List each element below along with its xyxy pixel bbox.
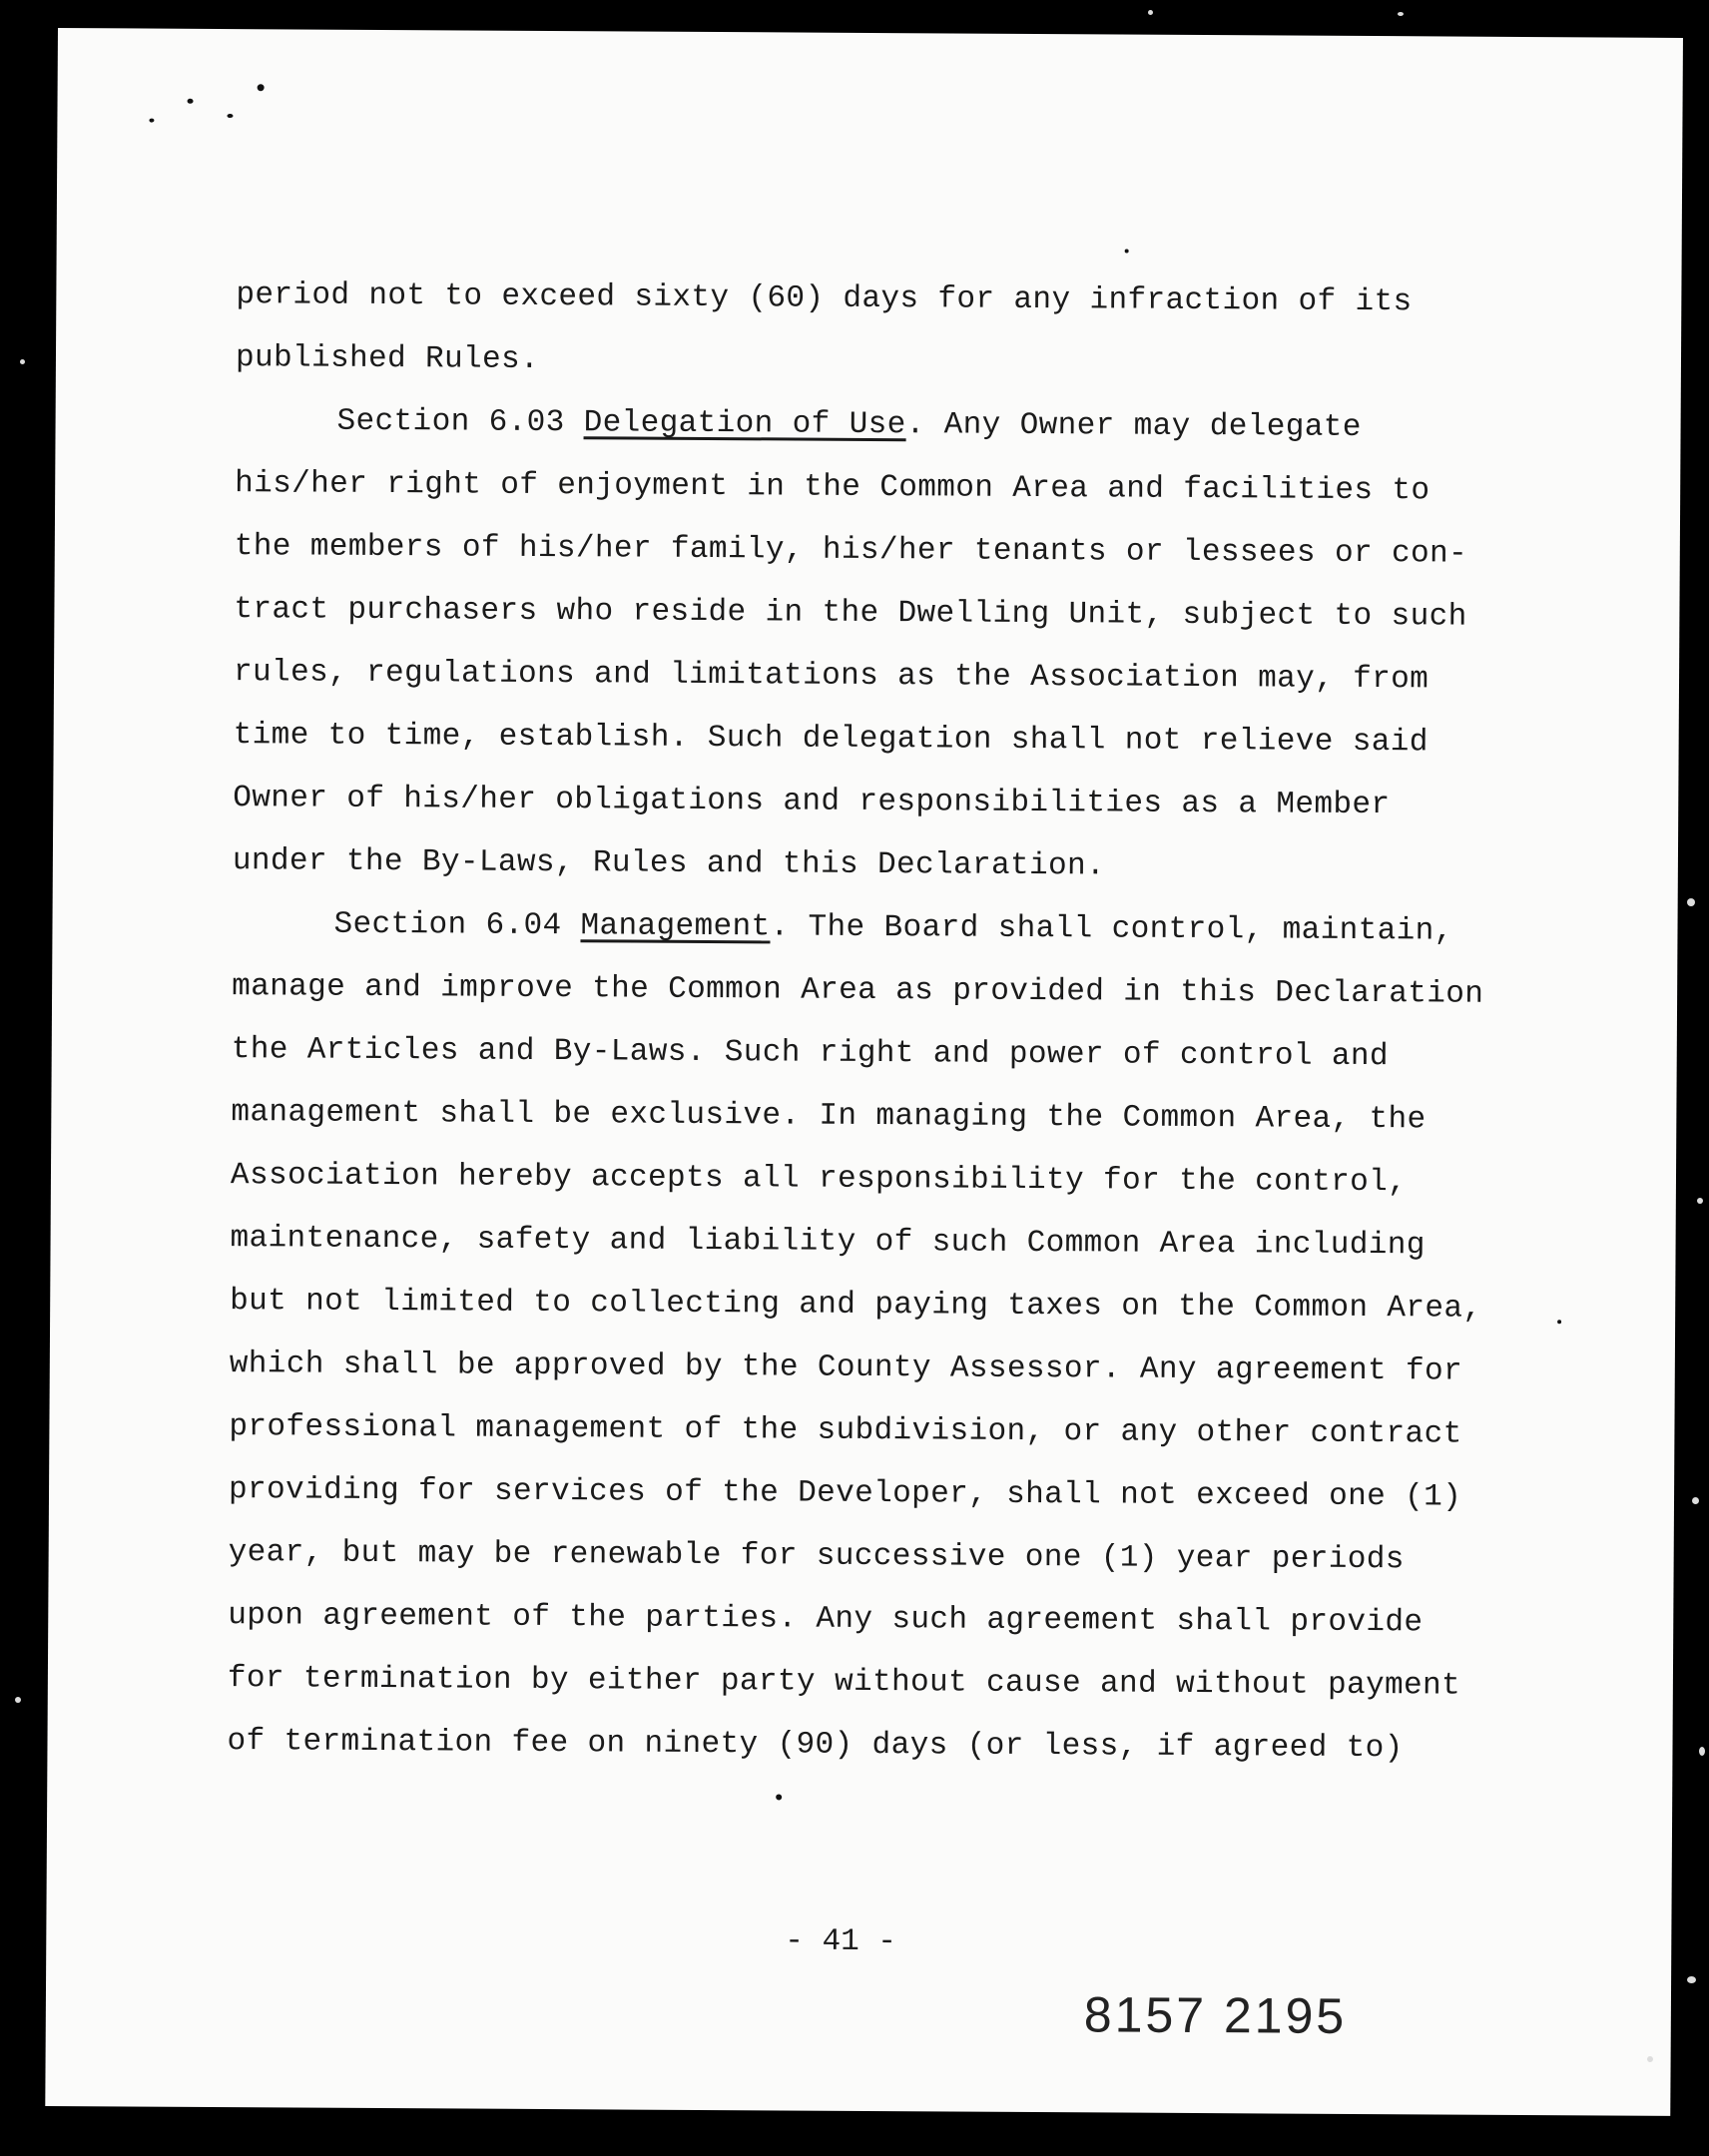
text-line: manage and improve the Common Area as provided in this Declaration xyxy=(232,969,1484,1012)
text-line: time to time, establish. Such delegation shall not relieve said xyxy=(233,718,1428,761)
section-text: . The Board shall control, maintain, xyxy=(770,909,1453,949)
scan-speck xyxy=(258,84,265,91)
section-heading-6-03 xyxy=(235,389,1592,460)
text-line: management shall be exclusive. In managing the Common Area, the xyxy=(231,1095,1426,1138)
text-line: Association hereby accepts all responsibility for the control, xyxy=(230,1158,1408,1201)
text-line: upon agreement of the parties. Any such agreement shall provide xyxy=(228,1598,1424,1641)
text-line: tract purchasers who reside in the Dwelling Unit, subject to such xyxy=(234,592,1467,635)
body-text xyxy=(227,264,1593,1781)
section-text: . Any Owner may delegate xyxy=(905,407,1362,445)
border-speck xyxy=(1697,1198,1703,1204)
document-page xyxy=(45,28,1683,2116)
text-line: maintenance, safety and liability of such Common Area including xyxy=(230,1221,1425,1264)
border-speck xyxy=(1647,2056,1653,2062)
text-line: of termination fee on ninety (90) days (or less, if agreed to) xyxy=(227,1724,1404,1767)
section-number: Section 6.04 xyxy=(333,906,581,944)
text-line: year, but may be renewable for successive one (1) year periods xyxy=(228,1535,1405,1578)
text-line: professional management of the subdivision, or any other contract xyxy=(229,1409,1462,1452)
section-number: Section 6.03 xyxy=(336,403,584,441)
text-line: rules, regulations and limitations as the Association may, from xyxy=(233,655,1429,698)
scan-speck xyxy=(1125,250,1129,254)
text-line: published Rules. xyxy=(235,340,540,377)
section-title: Delegation of Use xyxy=(583,405,906,443)
border-speck xyxy=(1687,1976,1696,1983)
text-line: which shall be approved by the County Assessor. Any agreement for xyxy=(229,1347,1463,1389)
border-speck xyxy=(1687,898,1695,906)
document-stamp-number: 8157 2195 xyxy=(1083,1986,1348,2044)
scan-speck xyxy=(776,1794,782,1800)
border-speck xyxy=(20,359,25,364)
scan-speck xyxy=(188,99,194,104)
text-line: the Articles and By-Laws. Such right and power of control and xyxy=(231,1032,1390,1075)
text-line: period not to exceed sixty (60) days for any infraction of its xyxy=(236,277,1413,320)
scan-speck xyxy=(227,114,233,118)
page-number: - 41 - xyxy=(785,1923,897,1960)
text-line: the members of his/her family, his/her tenants or lessees or con- xyxy=(234,529,1468,572)
border-speck xyxy=(1398,12,1404,16)
scan-speck xyxy=(149,119,154,123)
border-speck xyxy=(1699,1747,1705,1756)
text-line: providing for services of the Developer, shall not exceed one (1) xyxy=(228,1472,1462,1515)
section-heading-6-04 xyxy=(232,892,1589,963)
border-speck xyxy=(1692,1497,1699,1504)
text-line: his/her right of enjoyment in the Common Area and facilities to xyxy=(235,466,1430,509)
border-speck xyxy=(15,1697,21,1703)
text-line: under the By-Laws, Rules and this Declaration. xyxy=(232,843,1106,884)
text-line: for termination by either party without cause and without payment xyxy=(227,1661,1461,1704)
section-title: Management xyxy=(580,908,771,945)
scan-speck xyxy=(1557,1320,1561,1324)
text-line: but not limited to collecting and paying taxes on the Common Area, xyxy=(230,1284,1482,1327)
border-speck xyxy=(1148,10,1153,15)
text-line: Owner of his/her obligations and responsibilities as a Member xyxy=(233,781,1391,823)
